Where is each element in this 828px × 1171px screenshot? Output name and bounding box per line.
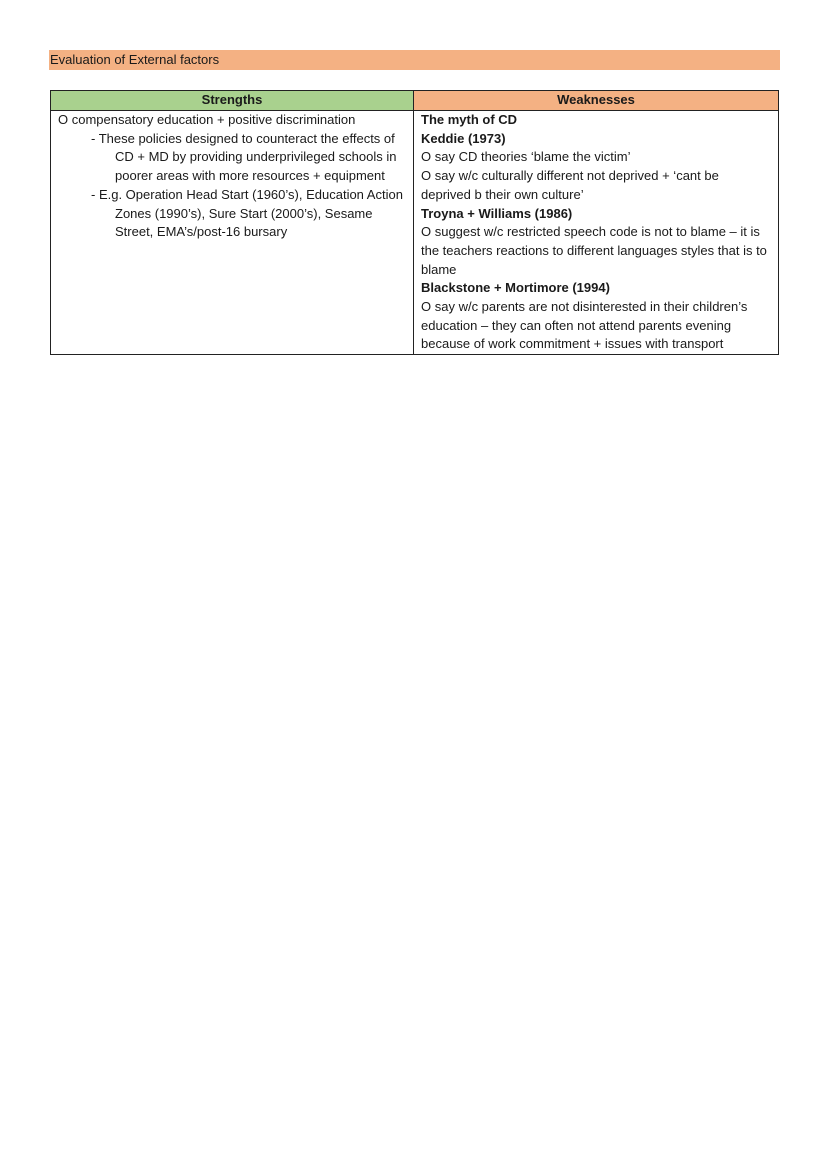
study-point: O say CD theories ‘blame the victim’ — [421, 149, 631, 165]
weaknesses-heading: The myth of CD — [421, 112, 518, 127]
weaknesses-cell — [414, 111, 779, 355]
section-title — [49, 50, 780, 70]
study-name-troyna-williams: Troyna + Williams (1986) — [421, 205, 573, 221]
strengths-intro: O compensatory education + positive discrimination — [58, 112, 356, 127]
evaluation-table — [50, 90, 779, 355]
study-name-keddie: Keddie (1973) — [421, 130, 506, 146]
study-point: O say w/c parents are not disinterested in their children’s education – they can often not attend parents evening because of work commitment + issues with transport — [421, 299, 748, 352]
strengths-cell — [51, 111, 414, 355]
strengths-bullet-2: - E.g. Operation Head Start (1960’s), Education Action Zones (1990’s), Sure Start (2000’s), Sesame Street, EMA’s/post-16 bursary — [91, 186, 403, 240]
table-header-row — [51, 91, 779, 111]
study-name-blackstone-mortimore: Blackstone + Mortimore (1994) — [421, 280, 610, 296]
strengths-header: Strengths — [51, 91, 414, 111]
weaknesses-header: Weaknesses — [414, 91, 779, 111]
table-row — [51, 111, 779, 355]
study-point: O suggest w/c restricted speech code is not to blame – it is the teachers reactions to different languages styles that is to blame — [421, 224, 767, 277]
section-title-text: Evaluation of External factors — [50, 52, 220, 67]
strengths-bullet-1: - These policies designed to counteract the effects of CD + MD by providing underprivileged schools in poorer areas with more resources + equipment — [91, 130, 397, 184]
study-point: O say w/c culturally different not deprived + ‘cant be deprived b their own culture’ — [421, 168, 719, 202]
